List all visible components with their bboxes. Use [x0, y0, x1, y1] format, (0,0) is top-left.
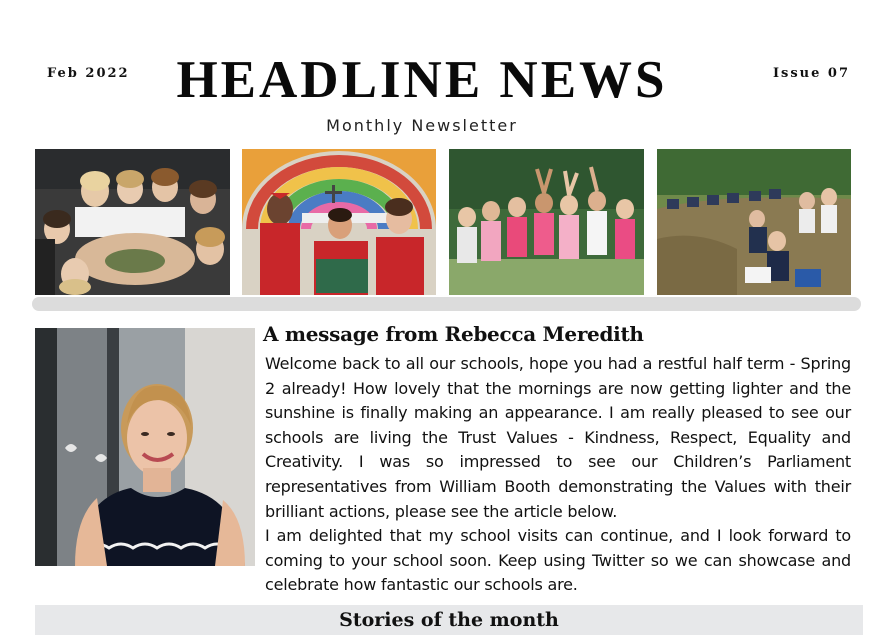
photo-strip-divider-bar [32, 297, 861, 311]
girls-celebrating-photo [449, 149, 644, 295]
rebecca-meredith-portrait [35, 328, 255, 566]
message-paragraph-2: I am delighted that my school visits can continue, and I look forward to coming to your school soon. Keep using Twitter so we can showcase and celebrate how fantastic our schools are. [265, 526, 851, 595]
stories-heading: Stories of the month [339, 609, 559, 631]
children-hands-circle-photo [35, 149, 230, 295]
newsletter-title: HEADLINE NEWS [176, 51, 668, 109]
message-paragraph-1: Welcome back to all our schools, hope you had a restful half term - Spring 2 already! How lovely that the mornings are now getting lighter and the sunshine is finally making an appearance. I am really pleased to see our schools are living the Trust Values - Kindness, Respect, Equality and Creativity. I was so impressed to see our Children’s Parliament representatives from William Booth demonstrating the Values with their brilliant actions, please see the article below. [265, 354, 851, 521]
photo-strip [35, 149, 851, 295]
issue-date: Feb 2022 [47, 66, 130, 81]
children-with-award-photo [242, 149, 436, 295]
children-seated-outdoors-photo [657, 149, 851, 295]
newsletter-subtitle: Monthly Newsletter [326, 116, 518, 135]
message-heading: A message from Rebecca Meredith [263, 322, 644, 346]
stories-section-header [35, 605, 863, 635]
message-body [265, 352, 851, 598]
issue-number: Issue 07 [772, 66, 850, 81]
